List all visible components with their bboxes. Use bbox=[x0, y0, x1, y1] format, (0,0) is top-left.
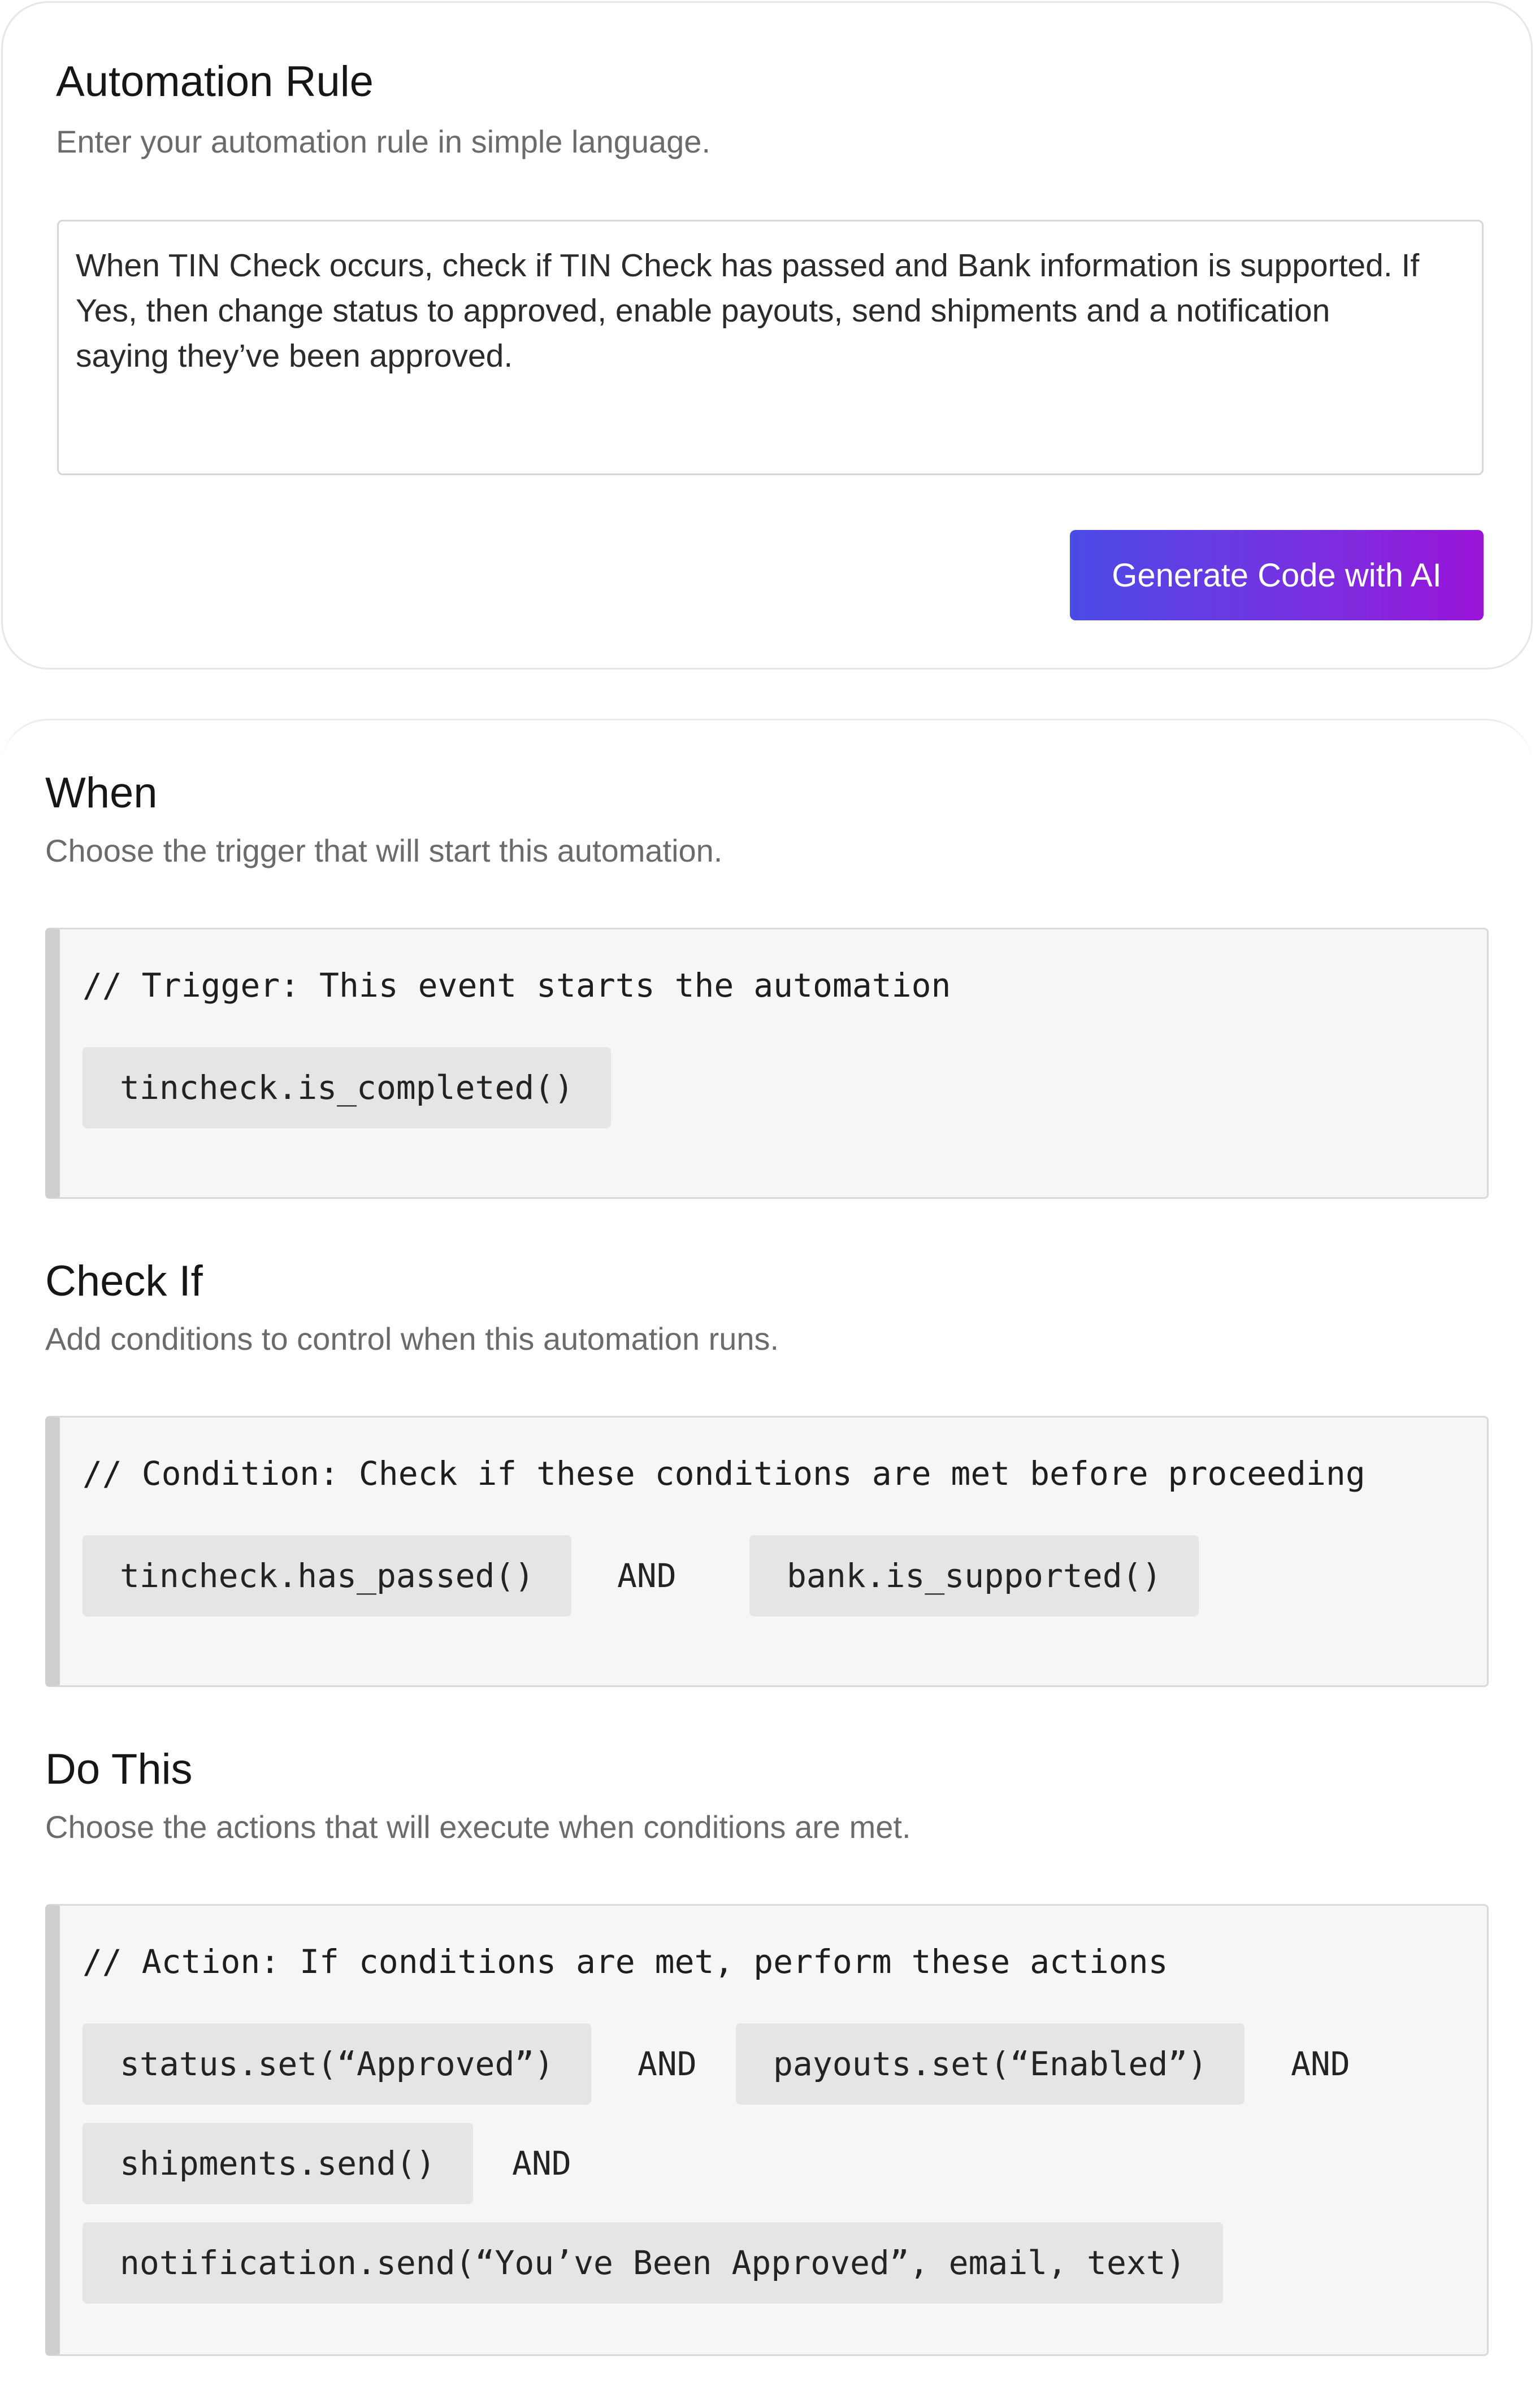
generate-code-button[interactable]: Generate Code with AI bbox=[1070, 530, 1484, 620]
condition-chip-bank[interactable]: bank.is_supported() bbox=[749, 1535, 1199, 1616]
and-joiner: AND bbox=[1291, 2045, 1350, 2083]
trigger-code-panel bbox=[45, 928, 1489, 1199]
automation-rule-subtitle: Enter your automation rule in simple language. bbox=[56, 124, 711, 159]
condition-code-panel bbox=[45, 1416, 1489, 1687]
check-if-title: Check If bbox=[45, 1257, 203, 1305]
do-this-title: Do This bbox=[45, 1745, 193, 1793]
trigger-chip[interactable]: tincheck.is_completed() bbox=[83, 1047, 611, 1128]
condition-comment: // Condition: Check if these conditions are met before proceeding bbox=[83, 1454, 1365, 1493]
and-joiner: AND bbox=[638, 2045, 697, 2083]
action-chip-shipments[interactable]: shipments.send() bbox=[83, 2123, 473, 2204]
when-title: When bbox=[45, 769, 158, 817]
do-this-subtitle: Choose the actions that will execute when conditions are met. bbox=[45, 1809, 911, 1845]
action-code-panel bbox=[45, 1904, 1489, 2356]
condition-chip-tincheck[interactable]: tincheck.has_passed() bbox=[83, 1535, 571, 1616]
rule-text-input[interactable]: When TIN Check occurs, check if TIN Check has passed and Bank information is supported. If Yes, then change status to approved, enable payouts, send shipments and a notification saying they’ve been approved. bbox=[57, 220, 1484, 475]
and-joiner: AND bbox=[617, 1557, 677, 1595]
action-chip-status[interactable]: status.set(“Approved”) bbox=[83, 2023, 591, 2105]
and-joiner: AND bbox=[512, 2144, 571, 2183]
action-comment: // Action: If conditions are met, perform these actions bbox=[83, 1942, 1168, 1981]
trigger-comment: // Trigger: This event starts the automation bbox=[83, 966, 951, 1005]
automation-rule-card bbox=[1, 1, 1533, 670]
action-chip-payouts[interactable]: payouts.set(“Enabled”) bbox=[736, 2023, 1245, 2105]
check-if-subtitle: Add conditions to control when this automation runs. bbox=[45, 1321, 779, 1357]
action-chip-notification[interactable]: notification.send(“You’ve Been Approved”, email, text) bbox=[83, 2222, 1223, 2303]
automation-rule-title: Automation Rule bbox=[56, 58, 374, 106]
when-subtitle: Choose the trigger that will start this automation. bbox=[45, 833, 723, 868]
